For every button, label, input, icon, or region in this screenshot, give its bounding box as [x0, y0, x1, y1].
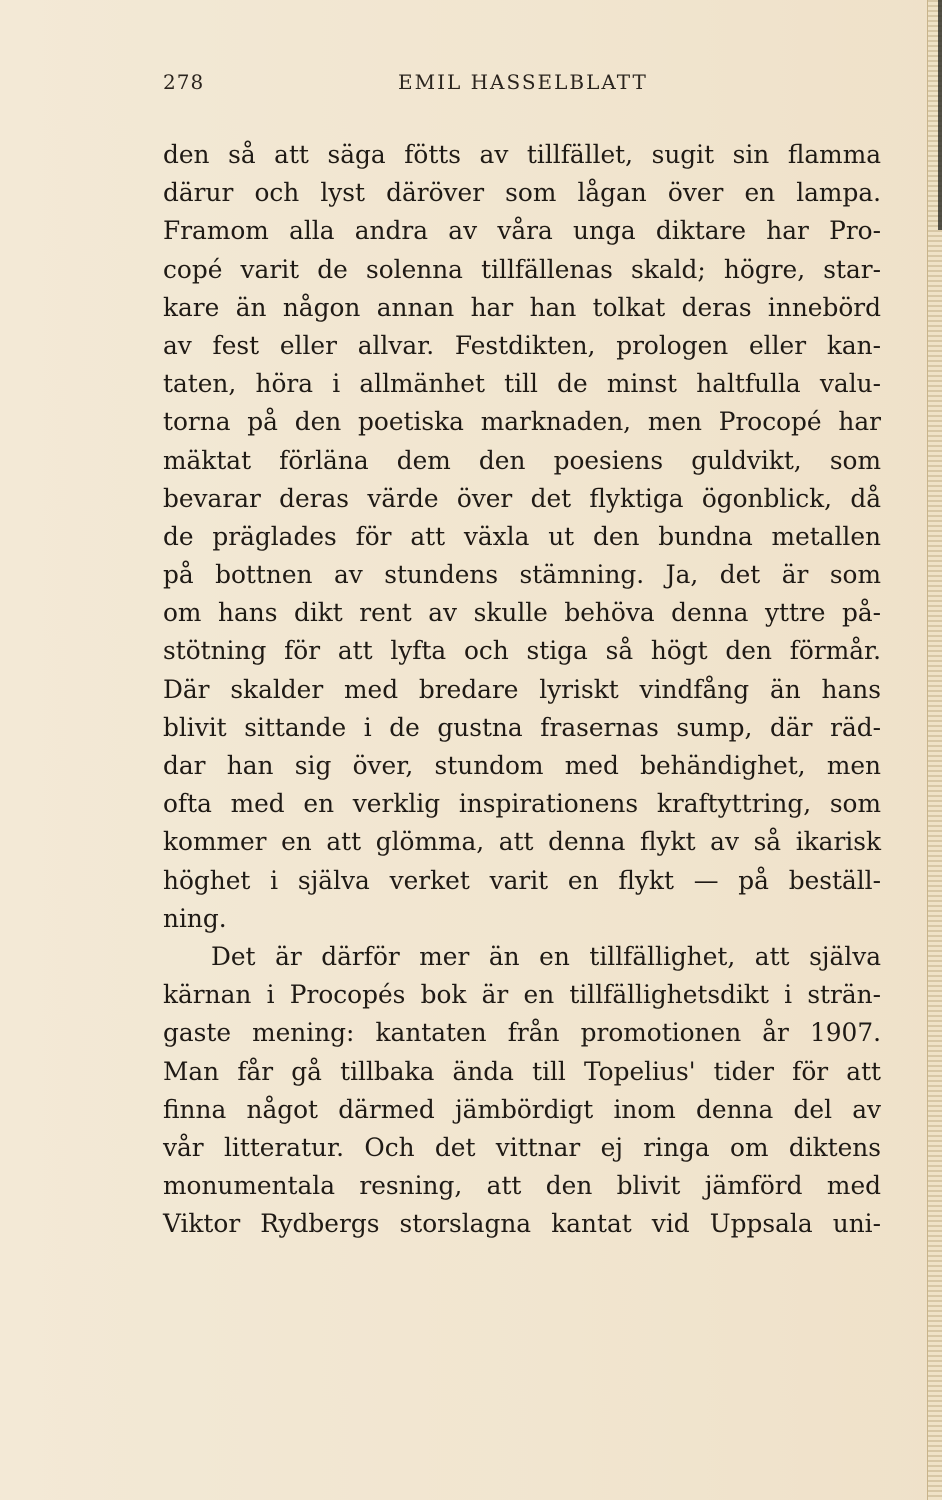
text-line: av fest eller allvar. Festdikten, prologen eller kan- — [163, 330, 881, 360]
text-line: monumentala resning, att den blivit jämförd med — [163, 1171, 881, 1201]
text-line: bevarar deras värde över det flyktiga ögonblick, då — [163, 483, 881, 513]
body-text — [163, 136, 881, 1243]
text-line: om hans dikt rent av skulle behöva denna yttre på- — [163, 598, 881, 628]
text-line: Viktor Rydbergs storslagna kantat vid Uppsala uni- — [163, 1209, 881, 1239]
text-line: ning. — [163, 903, 227, 933]
text-line: Framom alla andra av våra unga diktare har Pro- — [163, 216, 881, 246]
text-line: ofta med en verklig inspirationens kraftyttring, som — [163, 789, 881, 819]
text-line: torna på den poetiska marknaden, men Procopé har — [163, 407, 881, 437]
text-line: den så att säga fötts av tillfället, sugit sin flamma — [163, 140, 881, 169]
text-line: gaste mening: kantaten från promotionen år 1907. — [163, 1018, 881, 1048]
text-line: vår litteratur. Och det vittnar ej ringa om diktens — [163, 1132, 881, 1162]
text-line: kare än någon annan har han tolkat deras innebörd — [163, 292, 881, 322]
text-line: Man får gå tillbaka ända till Topelius' tider för att — [163, 1056, 881, 1086]
text-line: blivit sittande i de gustna frasernas sump, där räd- — [163, 712, 881, 742]
text-line: de präglades för att växla ut den bundna metallen — [163, 521, 881, 551]
page-number: 278 — [163, 70, 205, 94]
text-line: Där skalder med bredare lyriskt vindfång än hans — [163, 674, 881, 704]
page-header — [0, 70, 942, 100]
text-line: dar han sig över, stundom med behändighet, men — [163, 751, 881, 780]
text-line: kommer en att glömma, att denna flykt av så ikarisk — [163, 827, 881, 857]
paragraph — [163, 938, 881, 1244]
text-line: stötning för att lyfta och stiga så högt den förmår. — [163, 636, 881, 666]
text-line: Det är därför mer än en tillfällighet, att själva — [211, 941, 881, 971]
text-line: höghet i själva verket varit en flykt — på beställ- — [163, 865, 881, 895]
page-edge-shadow — [938, 0, 942, 230]
paragraph — [163, 136, 881, 938]
text-line: därur och lyst däröver som lågan över en lampa. — [163, 178, 881, 208]
text-line: finna något därmed jämbördigt inom denna del av — [163, 1094, 881, 1124]
text-line: copé varit de solenna tillfällenas skald; högre, star- — [163, 254, 881, 284]
text-line: på bottnen av stundens stämning. Ja, det är som — [163, 560, 881, 590]
running-head: EMIL HASSELBLATT — [398, 70, 648, 94]
text-line: mäktat förläna dem den poesiens guldvikt, som — [163, 445, 881, 475]
text-line: taten, höra i allmänhet till de minst haltfulla valu- — [163, 369, 881, 399]
text-line: kärnan i Procopés bok är en tillfällighetsdikt i strän- — [163, 980, 881, 1010]
